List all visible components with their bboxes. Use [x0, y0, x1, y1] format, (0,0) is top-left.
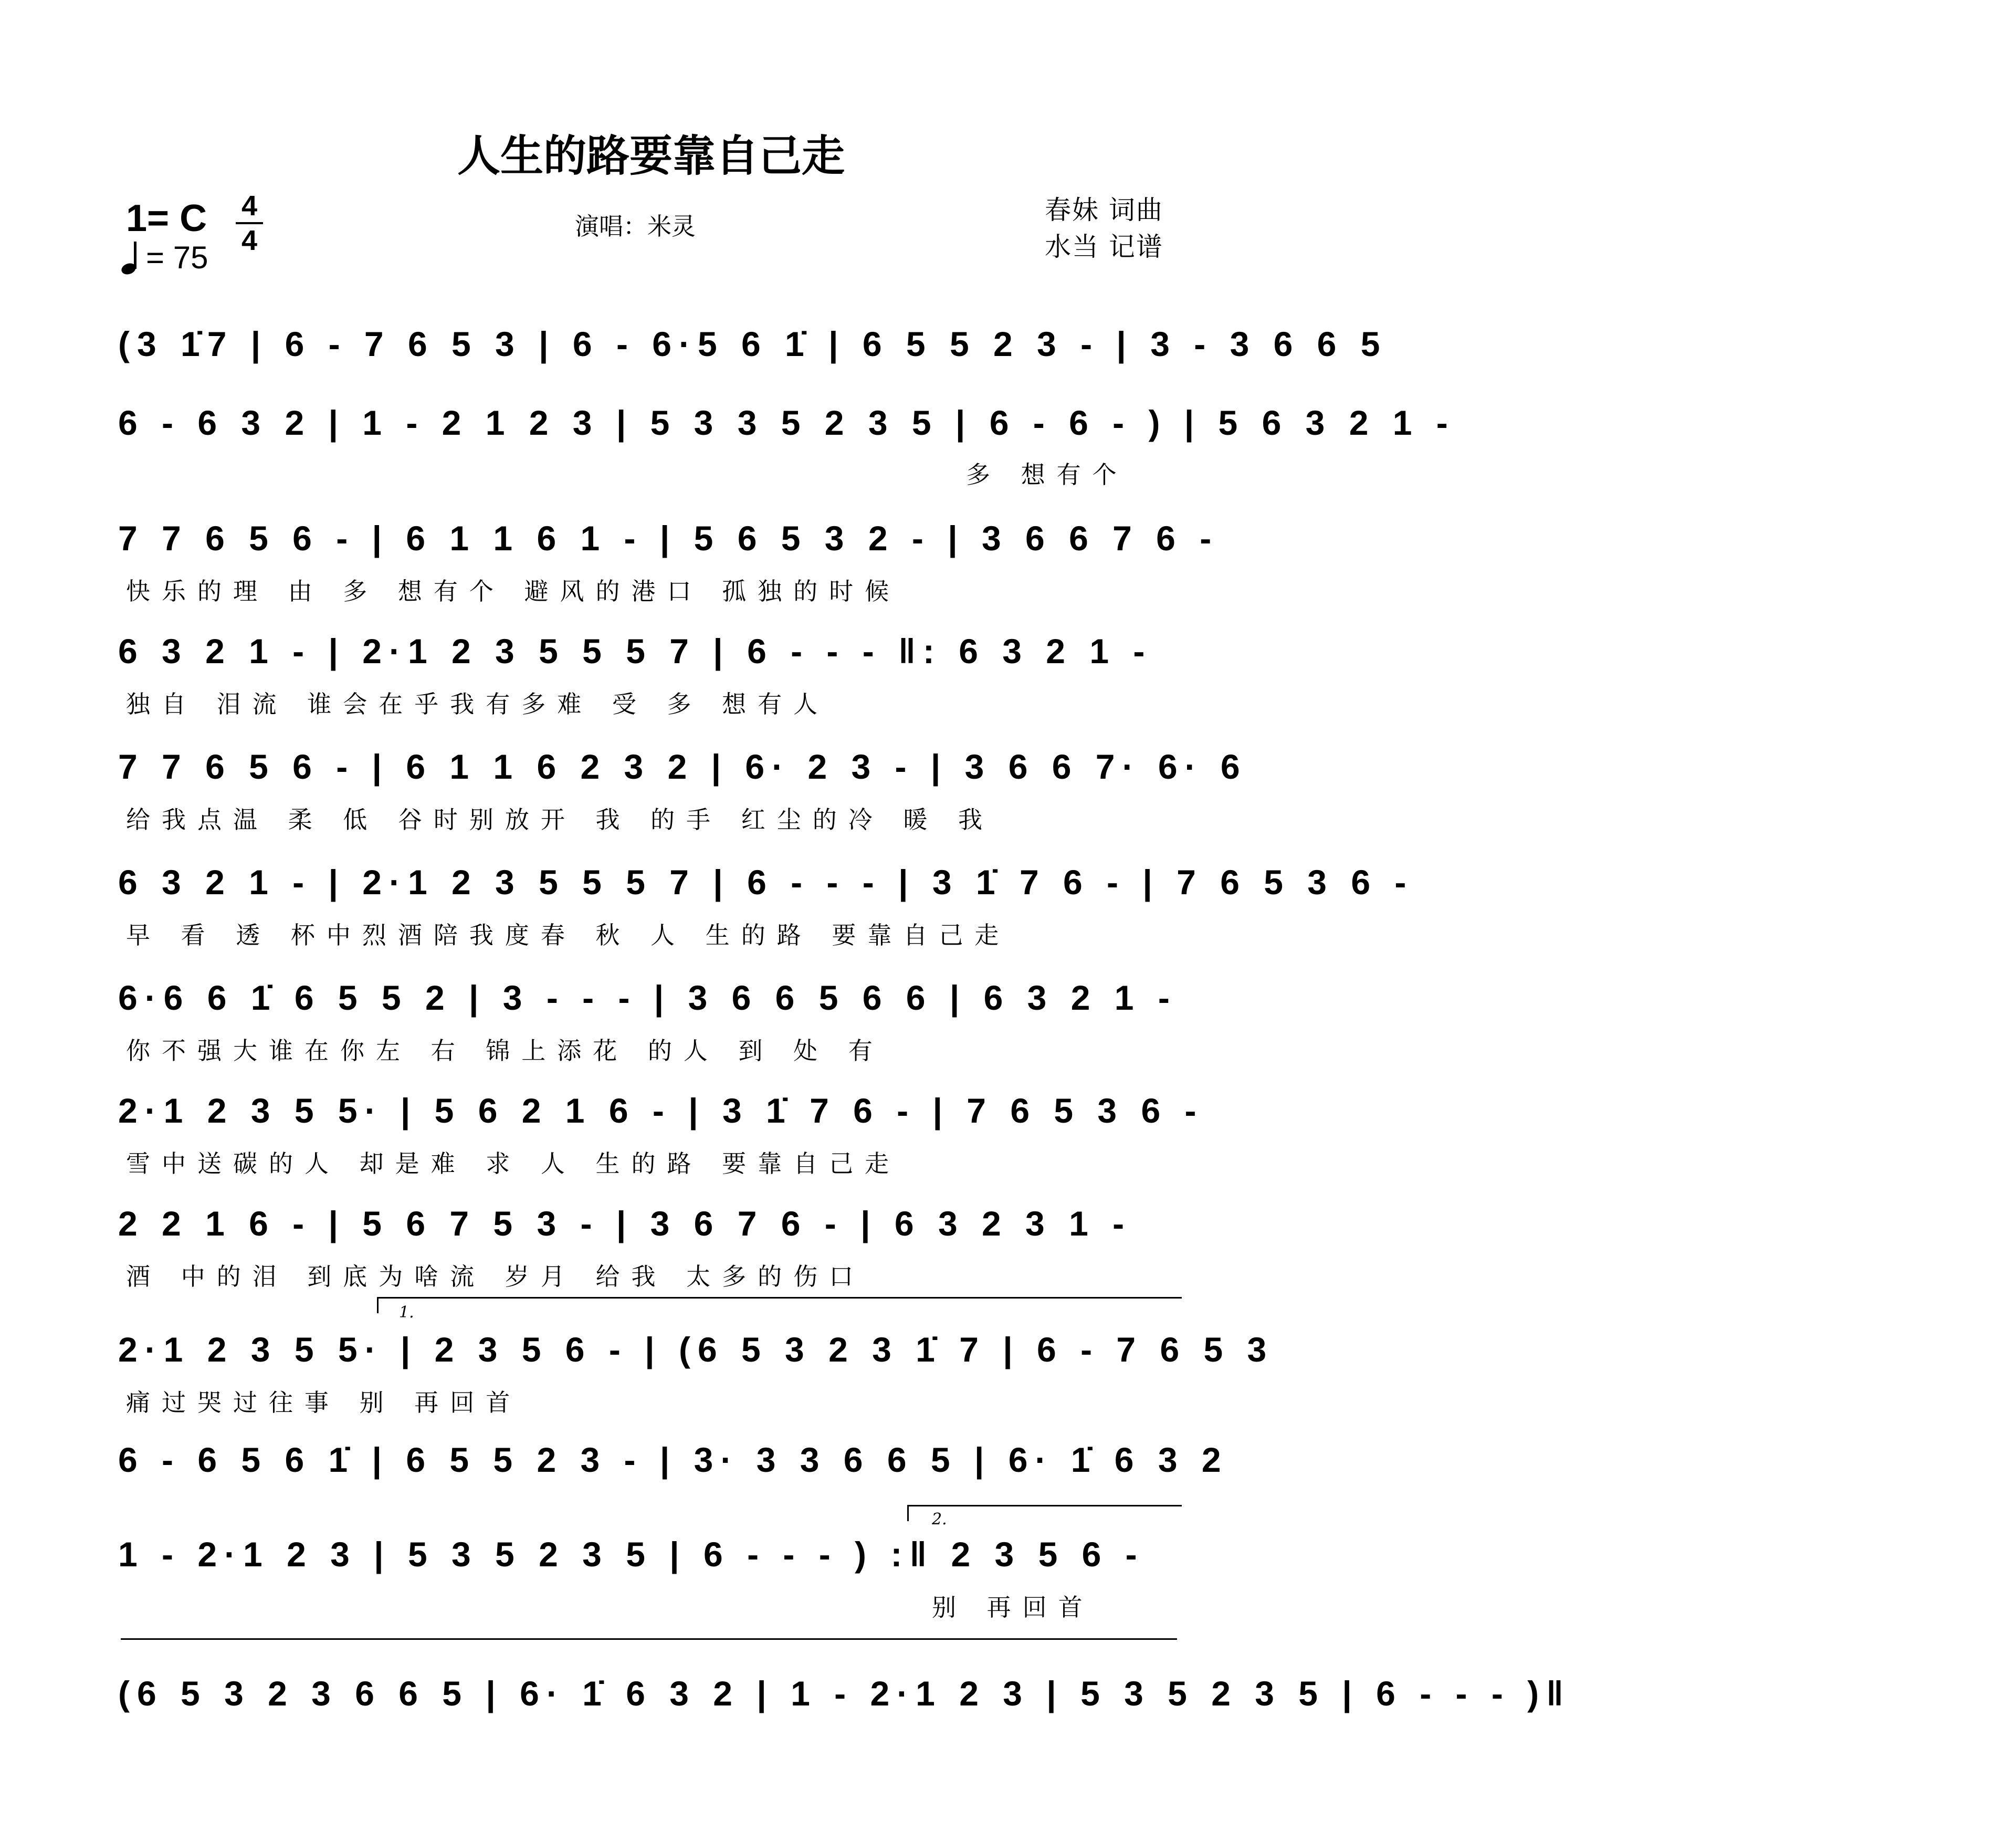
lyric-line: 快乐的理 由 多 想有个 避风的港口 孤独的时候	[126, 577, 901, 605]
row-notes: 6 - 6 3 2 | 1 - 2 1 2 3 | 5 3 3 5 2 3 5 | 6 - 6 - ) | 5 6 3 2 1 -	[118, 403, 1455, 442]
lyric-line: 独自 泪流 谁会在乎我有多难 受 多 想有人	[126, 690, 830, 718]
row-notes: 7 7 6 5 6 - | 6 1 1 6 2 3 2 | 6· 2 3 - | 3 6 6 7· 6· 6	[118, 747, 1247, 786]
lyric-line: 别 再回首	[932, 1593, 1094, 1621]
tempo-marking	[121, 240, 208, 275]
score-row-7	[118, 977, 1189, 1027]
score-row-6	[118, 861, 1414, 912]
score-row-13	[118, 1672, 1571, 1723]
score-row-8	[118, 1090, 1204, 1140]
row-notes: 2·1 2 3 5 5· | 2 3 5 6 - | (6 5 3 2 3 1̇ 7 | 6 - 7 6 5 3	[118, 1330, 1274, 1369]
volta-2-bracket	[907, 1505, 1182, 1521]
score-row-2	[118, 402, 1455, 452]
song-title: 人生的路要靠自己走	[457, 131, 845, 181]
lyric-line: 给我点温 柔 低 谷时别放开 我 的手 红尘的冷 暖 我	[126, 805, 994, 834]
row-notes: 7 7 6 5 6 - | 6 1 1 6 1 - | 5 6 5 3 2 - | 3 6 6 7 6 -	[118, 519, 1219, 558]
row-notes: 2 2 1 6 - | 5 6 7 5 3 - | 3 6 7 6 - | 6 3 2 3 1 -	[118, 1204, 1132, 1243]
singer-credit: 演唱：米灵	[575, 212, 696, 240]
lyric-line: 多 想有个	[966, 460, 1128, 489]
score-row-4	[118, 630, 1189, 681]
row-notes: (6 5 3 2 3 6 6 5 | 6· 1̇ 6 3 2 | 1 - 2·1 2 3 | 5 3 5 2 3 5 | 6 - - - )‖	[118, 1674, 1571, 1713]
meter-top: 4	[241, 190, 258, 222]
row-notes: 1 - 2·1 2 3 | 5 3 5 2 3 5 | 6 - - - ) :‖ 2 3 5 6 -	[118, 1535, 1144, 1574]
transcriber-credit: 水当 记谱	[1045, 232, 1163, 262]
score-row-5	[118, 746, 1247, 796]
time-signature	[234, 192, 265, 255]
volta-1-bracket	[377, 1297, 1182, 1313]
score-row-11	[118, 1439, 1228, 1489]
score-row-3	[118, 517, 1219, 568]
score-row-12	[118, 1533, 1189, 1584]
row-notes: 6 - 6 5 6 1̇ | 6 5 5 2 3 - | 3· 3 3 6 6 5 | 6· 1̇ 6 3 2	[118, 1440, 1228, 1479]
meter-bottom: 4	[241, 225, 258, 256]
key-signature: 1= C	[126, 197, 207, 239]
row-notes: 2·1 2 3 5 5· | 5 6 2 1 6 - | 3 1̇ 7 6 - | 7 6 5 3 6 -	[118, 1091, 1204, 1130]
tempo-text: = 75	[146, 240, 208, 275]
score-row-9	[118, 1202, 1189, 1253]
row-notes: 6·6 6 1̇ 6 5 5 2 | 3 - - - | 3 6 6 5 6 6 | 6 3 2 1 -	[118, 978, 1177, 1017]
volta-1-label: 1.	[399, 1303, 414, 1322]
volta-2-label: 2.	[932, 1510, 947, 1529]
lyric-line: 酒 中的泪 到底为啥流 岁月 给我 太多的伤口	[126, 1262, 865, 1291]
lyric-line: 你不强大谁在你左 右 锦上添花 的人 到 处 有	[126, 1037, 884, 1065]
lyric-line: 痛过哭过往事 别 再回首	[126, 1388, 522, 1417]
lyric-line: 早 看 透 杯中烈酒陪我度春 秋 人 生的路 要靠自己走	[126, 921, 1011, 949]
score-row-1	[118, 323, 1388, 373]
quarter-note-icon	[121, 240, 141, 275]
row-notes: 6 3 2 1 - | 2·1 2 3 5 5 5 7 | 6 - - - | 3 1̇ 7 6 - | 7 6 5 3 6 -	[118, 863, 1414, 902]
score-row-10	[118, 1328, 1274, 1379]
row-notes: 6 3 2 1 - | 2·1 2 3 5 5 5 7 | 6 - - - ‖: 6 3 2 1 -	[118, 632, 1152, 671]
lyric-line: 雪中送碳的人 却是难 求 人 生的路 要靠自己走	[126, 1149, 901, 1178]
row-notes: (3 1̇7 | 6 - 7 6 5 3 | 6 - 6·5 6 1̇ | 6 5 5 2 3 - | 3 - 3 6 6 5	[118, 325, 1388, 363]
lyricist-composer-credit: 春妹 词曲	[1045, 195, 1163, 225]
coda-rule	[121, 1638, 1177, 1640]
